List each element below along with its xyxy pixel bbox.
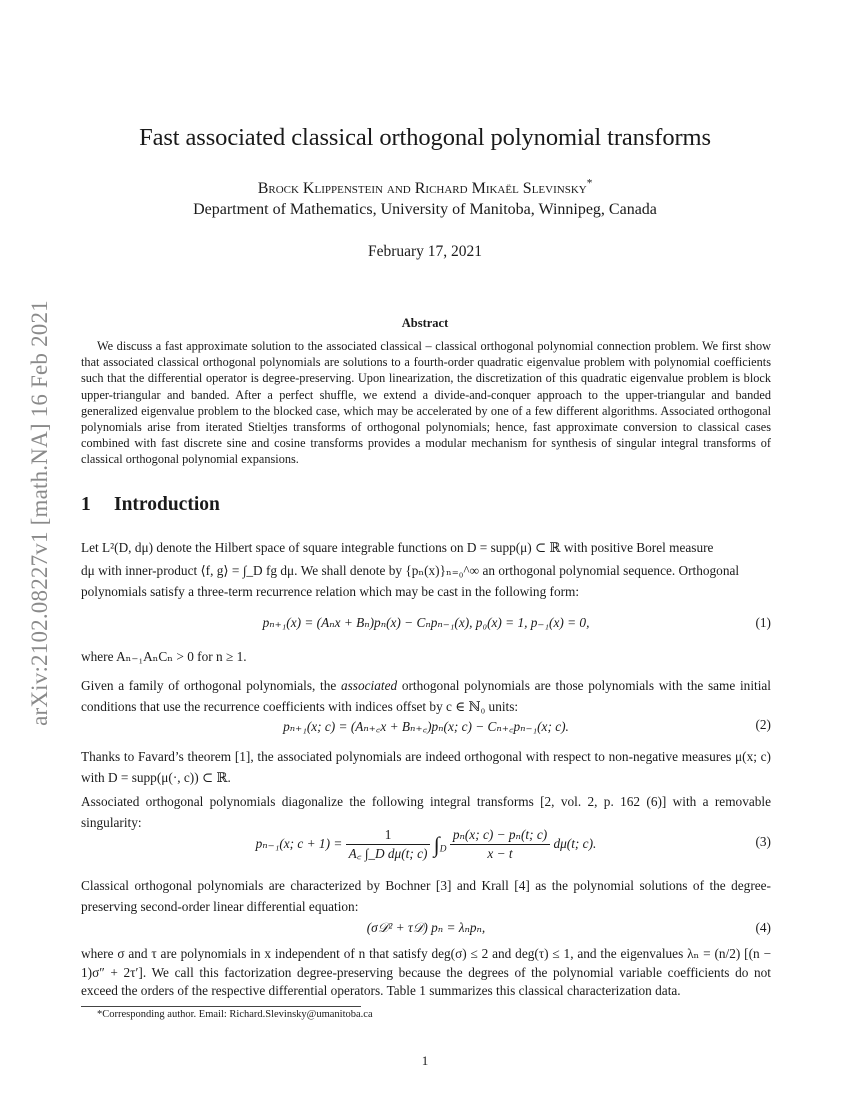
equation-3-fraction-1: [346, 826, 431, 863]
paragraph-associated: [81, 675, 771, 717]
equation-1-body: pₙ₊₁(x) = (Aₙx + Bₙ)pₙ(x) − Cₙpₙ₋₁(x), p₀(x) = 1, p₋₁(x) = 0,: [262, 615, 590, 630]
affiliation: Department of Mathematics, University of Manitoba, Winnipeg, Canada: [193, 201, 657, 218]
page-number: 1: [421, 1053, 429, 1068]
footnote-rule: [81, 1006, 361, 1007]
footnote: *Corresponding author. Email: Richard.Slevinsky@umanitoba.ca: [97, 1009, 373, 1020]
equation-2-number: (2): [755, 717, 771, 732]
associated-text-b: orthogonal polynomials are those polynomials with the same initial conditions that use the recurrence coefficients with indices offset by c ∈ ℕ₀ units:: [81, 678, 772, 714]
equation-3-fraction-2: [450, 826, 550, 863]
section-title: Introduction: [114, 494, 220, 515]
equation-2-body: pₙ₊₁(x; c) = (Aₙ₊꜀x + Bₙ₊꜀)pₙ(x; c) − Cₙ₊꜀pₙ₋₁(x; c).: [283, 719, 569, 734]
arxiv-stamp: arXiv:2102.08227v1 [math.NA] 16 Feb 2021: [27, 300, 52, 726]
paragraph-intro-line1: Let L²(D, dμ) denote the Hilbert space of square integrable functions on D = supp(μ) ⊂ ℝ with positive Borel measure: [81, 540, 714, 555]
abstract-heading: Abstract: [401, 316, 449, 330]
paragraph-intro-line2: dμ with inner-product ⟨f, g⟩ = ∫_D fg dμ. We shall denote by {pₙ(x)}ₙ₌₀^∞ an orthogonal polynomial sequence. Orthogonal: [81, 563, 740, 578]
paragraph-favard: Thanks to Favard’s theorem [1], the associated polynomials are indeed orthogonal with respect to non-negative measures μ(x; c) with D = supp(μ(·, c)) ⊂ ℝ.: [81, 749, 771, 785]
fraction-2-numerator: pₙ(x; c) − pₙ(t; c): [450, 826, 550, 845]
paragraph-integral-transforms: Associated orthogonal polynomials diagonalize the following integral transforms [2, vol. 2, p. 162 (6)] with a removable singularity:: [81, 794, 771, 830]
paper-title: Fast associated classical orthogonal polynomial transforms: [139, 124, 711, 151]
paragraph-bochner-krall: Classical orthogonal polynomials are characterized by Bochner [3] and Krall [4] as the polynomial solutions of the degree-preserving second-order linear differential equation:: [81, 878, 771, 914]
fraction-1-denominator: A꜀ ∫_D dμ(t; c): [348, 846, 428, 862]
equation-3-body: [81, 822, 771, 867]
associated-text-a: Given a family of orthogonal polynomials, the: [81, 678, 337, 693]
fraction-2-denominator: x − t: [487, 846, 513, 862]
abstract-body: We discuss a fast approximate solution to the associated classical – classical orthogonal polynomial connection problem. We first show that associated classical orthogonal polynomials are solutions to a fourth-order quadratic eigenvalue problem with polynomial coefficients such that the differential operator is degree-preserving. Upon linearization, the discretization of this quadratic eigenvalue problem is block upper-triangular and banded. After a perfect shuffle, we extend a divide-and-conquer approach to the upper-triangular and banded generalized eigenvalue problem to the blocked case, which may be accelerated by one of a few different algorithms. Associated orthogonal polynomials arise from iterated Stieltjes transforms of orthogonal polynomials; hence, fast approximate conversion to classical cases combined with fast discrete sine and cosine transforms provides a modular mechanism for synthesis of singular integral transforms of classical orthogonal polynomial expansions.: [81, 339, 771, 467]
paragraph-positivity: where Aₙ₋₁AₙCₙ > 0 for n ≥ 1.: [81, 649, 247, 664]
equation-2: [81, 717, 771, 737]
paragraph-eigenvalues: where σ and τ are polynomials in x independent of n that satisfy deg(σ) ≤ 2 and deg(τ) ≤ 1, and the eigenvalues λₙ = (n/2) [(n − 1)σ″ + 2τ′]. We call this factorization degree-preserving because the degrees of the polynomial variable coefficients do not exceed the orders of the respective differential operators. Table 1 summarizes this classical characterization data.: [81, 946, 771, 998]
section-heading: [81, 494, 220, 516]
equation-1: [81, 615, 771, 635]
fraction-1-numerator: 1: [346, 826, 431, 845]
equation-4: [81, 920, 771, 940]
equation-3-number: (3): [755, 834, 771, 849]
author-list: [0, 177, 850, 198]
equation-1-number: (1): [755, 615, 771, 630]
equation-3-tail: dμ(t; c).: [553, 836, 597, 851]
integral-domain: D: [439, 844, 447, 855]
authors-text: Brock Klippenstein and Richard Mikaël Slevinsky: [257, 180, 587, 197]
paragraph-intro-line3: polynomials satisfy a three-term recurrence relation which may be cast in the following form:: [81, 584, 580, 599]
equation-3-lhs: pₙ₋₁(x; c + 1) =: [255, 836, 343, 851]
equation-4-number: (4): [755, 920, 771, 935]
equation-3: [81, 822, 771, 866]
associated-emphasis: associated: [340, 678, 398, 693]
section-number: 1: [81, 494, 91, 515]
equation-4-body: (σ𝒟² + τ𝒟) pₙ = λₙpₙ,: [366, 920, 486, 935]
integral-sign: ∫: [433, 831, 440, 857]
publication-date: February 17, 2021: [367, 243, 483, 260]
corresponding-author-mark: *: [586, 177, 593, 190]
